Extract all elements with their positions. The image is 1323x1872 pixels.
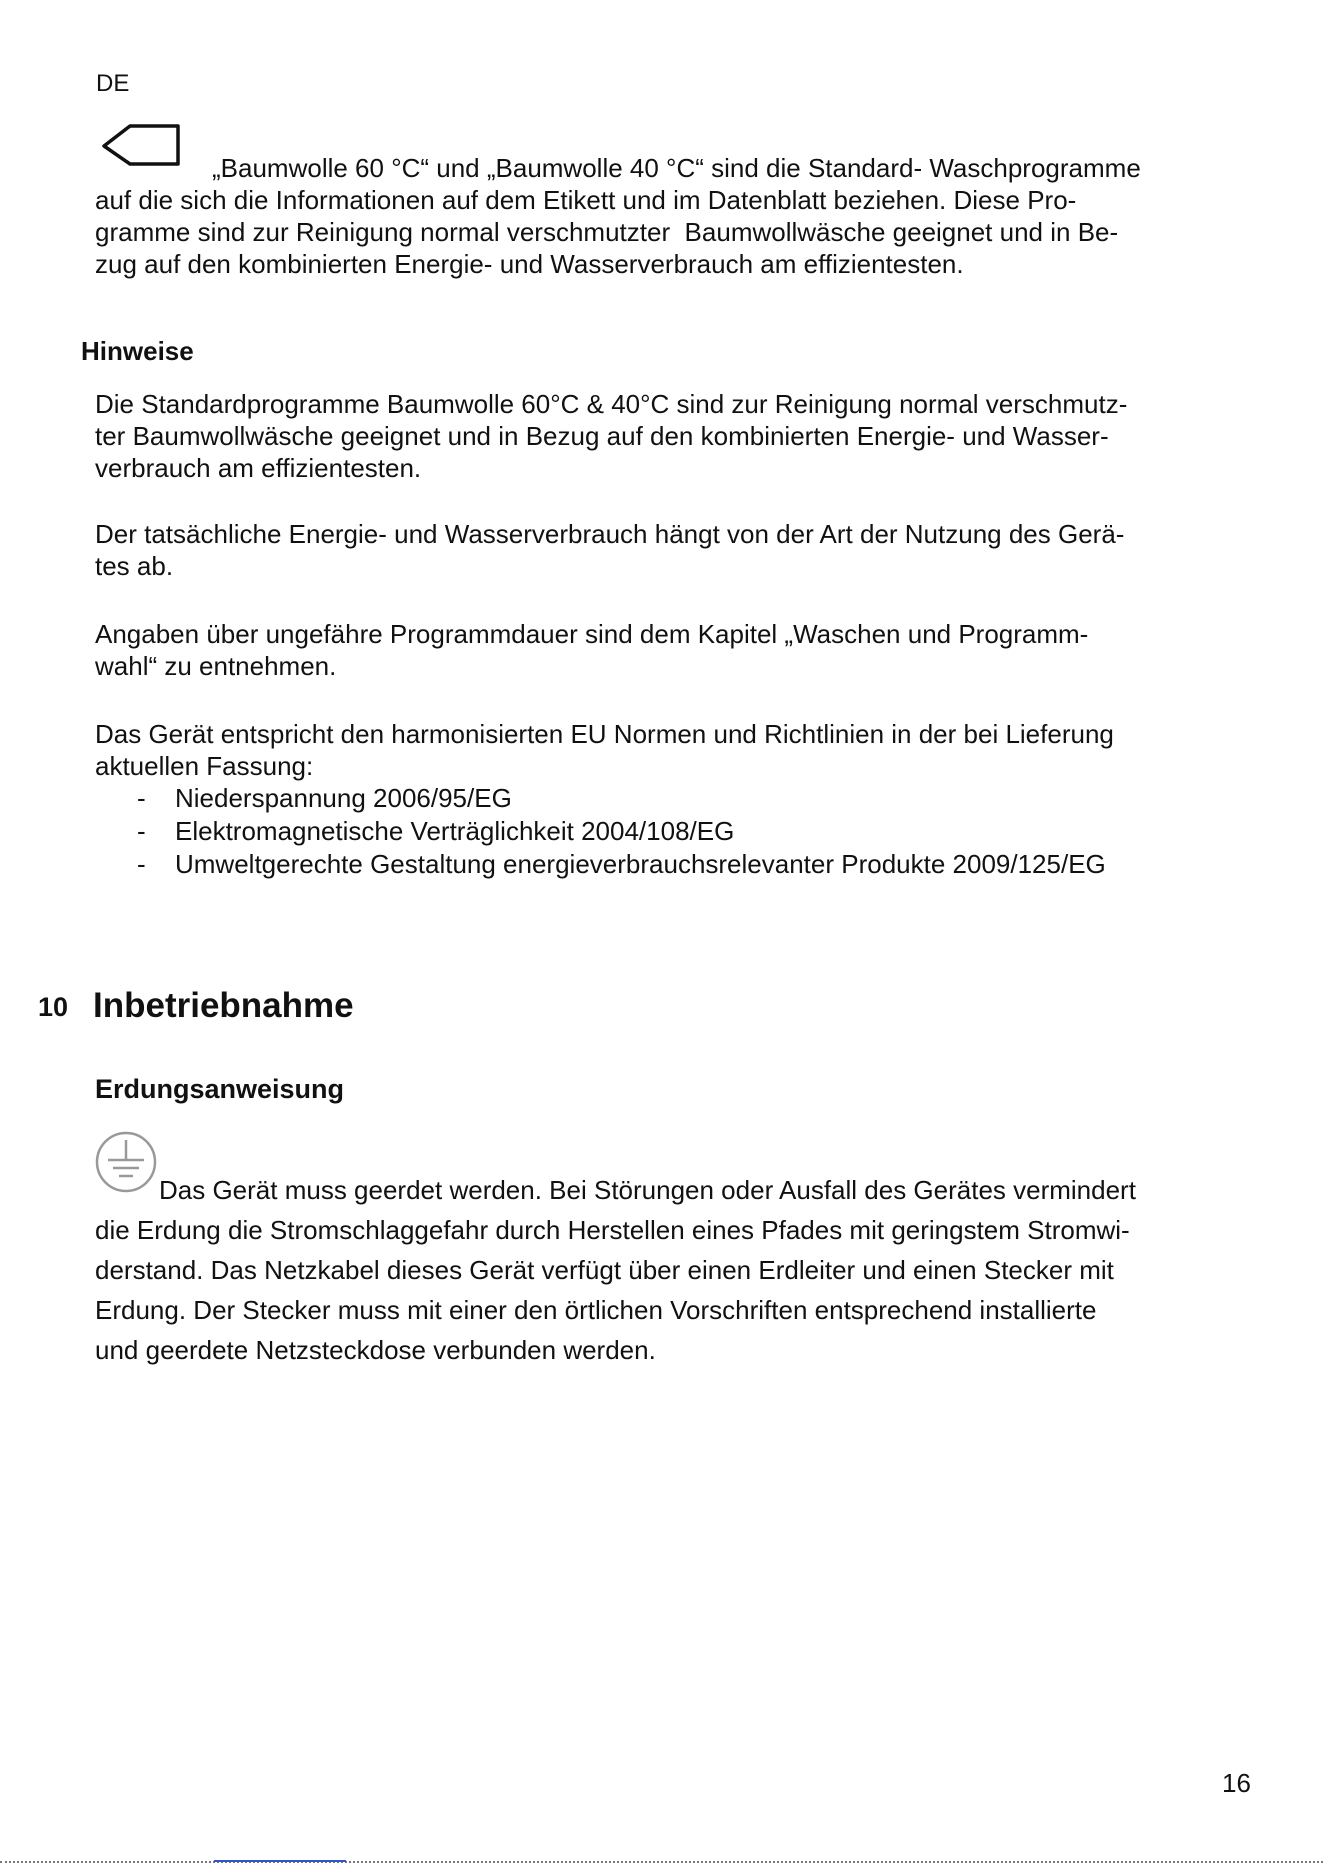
list-item (95, 815, 1106, 848)
hinweise-paragraph-4: Das Gerät entspricht den harmonisierten EU Normen und Richtlinien in der bei Lieferung aktuellen Fassung: (95, 719, 1114, 781)
intro-paragraph: auf die sich die Informationen auf dem Etikett und im Datenblatt beziehen. Diese Pro- gramme sind zur Reinigung normal verschmutzter Baumwollwäsche geeignet und in Be- zug auf den kombinierten Energie- und Wasserverbrauch am effizientesten. (95, 185, 1119, 279)
ground-symbol-icon (94, 1130, 158, 1194)
list-item-text: Niederspannung 2006/95/EG (175, 783, 512, 813)
erdung-first-line: Das Gerät muss geerdet werden. Bei Störungen oder Ausfall des Gerätes vermindert (159, 1175, 1136, 1205)
list-item (95, 848, 1106, 881)
footer-link-underline (214, 1860, 346, 1862)
list-dash: - (137, 783, 146, 813)
list-dash: - (137, 849, 146, 879)
hinweise-paragraph-1: Die Standardprogramme Baumwolle 60°C & 40°C sind zur Reinigung normal verschmutz- ter Baumwollwäsche geeignet und in Bezug auf den kombinierten Energie- und Wasser- verbrauch am effizientesten. (95, 389, 1128, 483)
list-item-text: Elektromagnetische Verträglichkeit 2004/108/EG (175, 816, 735, 846)
tag-outline-icon (100, 120, 182, 168)
section-title: Inbetriebnahme (93, 986, 354, 1025)
intro-first-line: „Baumwolle 60 °C“ und „Baumwolle 40 °C“ sind die Standard- Waschprogramme (212, 153, 1141, 183)
list-item (95, 782, 1106, 815)
hinweise-heading: Hinweise (81, 336, 194, 366)
footer-divider (0, 1861, 1323, 1863)
list-item-text: Umweltgerechte Gestaltung energieverbrauchsrelevanter Produkte 2009/125/EG (175, 849, 1106, 879)
erdung-paragraph: die Erdung die Stromschlaggefahr durch Herstellen eines Pfades mit geringstem Stromwi- derstand. Das Netzkabel dieses Gerät verfügt über einen Erdleiter und einen Stecker mit Erdung. Der Stecker muss mit einer den örtlichen Vorschriften entsprechend installierte und geerdete Netzsteckdose verbunden werden. (95, 1215, 1130, 1365)
directives-list (95, 782, 1106, 881)
list-dash: - (137, 816, 146, 846)
hinweise-paragraph-3: Angaben über ungefähre Programmdauer sind dem Kapitel „Waschen und Programm- wahl“ zu entnehmen. (95, 619, 1089, 681)
page-number: 16 (1222, 1768, 1251, 1798)
language-label: DE (96, 70, 130, 97)
hinweise-paragraph-2: Der tatsächliche Energie- und Wasserverbrauch hängt von der Art der Nutzung des Gerä- tes ab. (95, 519, 1125, 581)
section-number: 10 (38, 992, 69, 1022)
erdung-heading: Erdungsanweisung (95, 1074, 345, 1104)
